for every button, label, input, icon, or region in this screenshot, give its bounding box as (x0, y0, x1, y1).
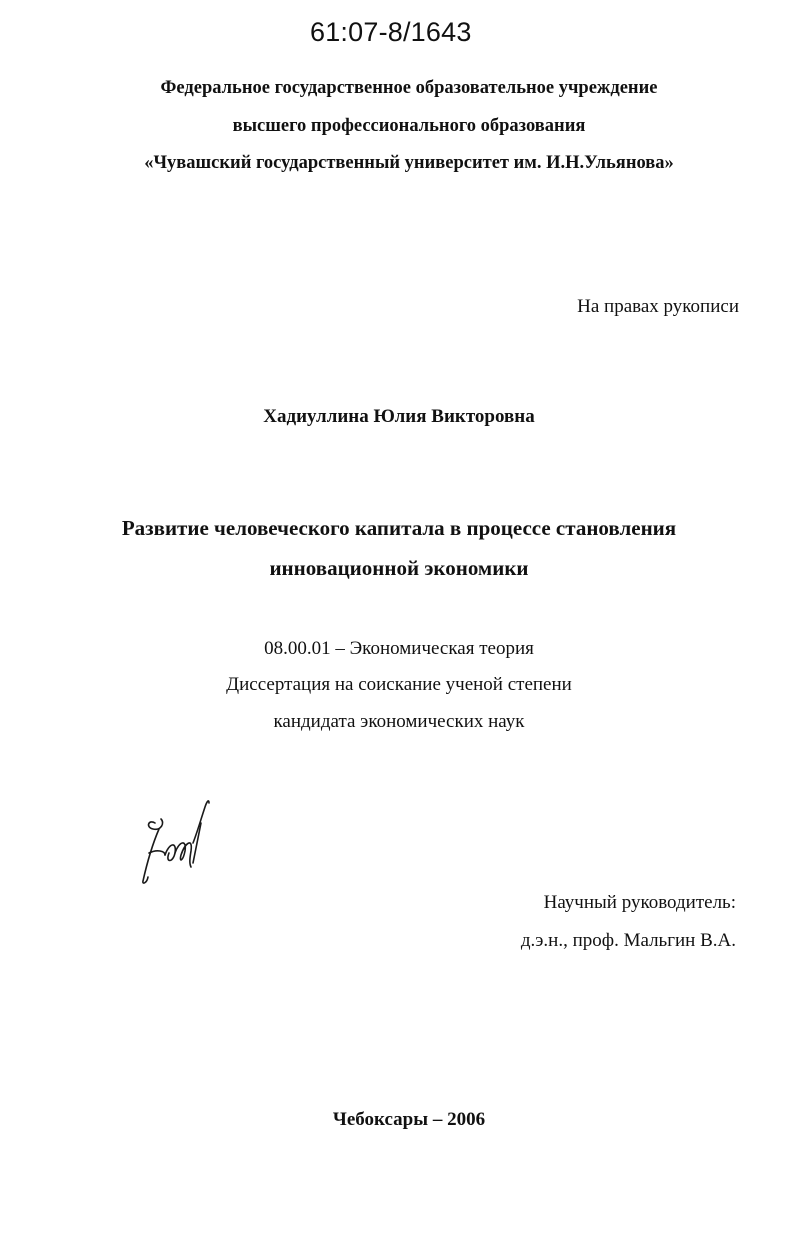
place-and-year: Чебоксары – 2006 (332, 1109, 486, 1130)
institution-line-3: «Чувашский государственный университет им. И.Н.Ульянова» (144, 153, 674, 173)
supervisor-name: д.э.н., проф. Мальгин В.А. (520, 930, 736, 951)
specialty-code: 08.00.01 – Экономическая теория (264, 638, 534, 659)
handwritten-signature (135, 793, 225, 888)
institution-line-2: высшего профессионального образования (232, 116, 586, 136)
degree-line-2: кандидата экономических наук (273, 711, 525, 732)
supervisor-label: Научный руководитель: (543, 892, 736, 913)
institution-line-1: Федеральное государственное образовательное учреждение (160, 78, 658, 98)
dissertation-title-line-1: Развитие человеческого капитала в процессе становления (121, 516, 677, 540)
archive-code: 61:07-8/1643 (310, 17, 472, 47)
dissertation-title-line-2: инновационной экономики (269, 556, 529, 580)
author-name: Хадиуллина Юлия Викторовна (263, 406, 535, 427)
manuscript-note: На правах рукописи (577, 296, 739, 317)
degree-line-1: Диссертация на соискание ученой степени (226, 674, 572, 695)
